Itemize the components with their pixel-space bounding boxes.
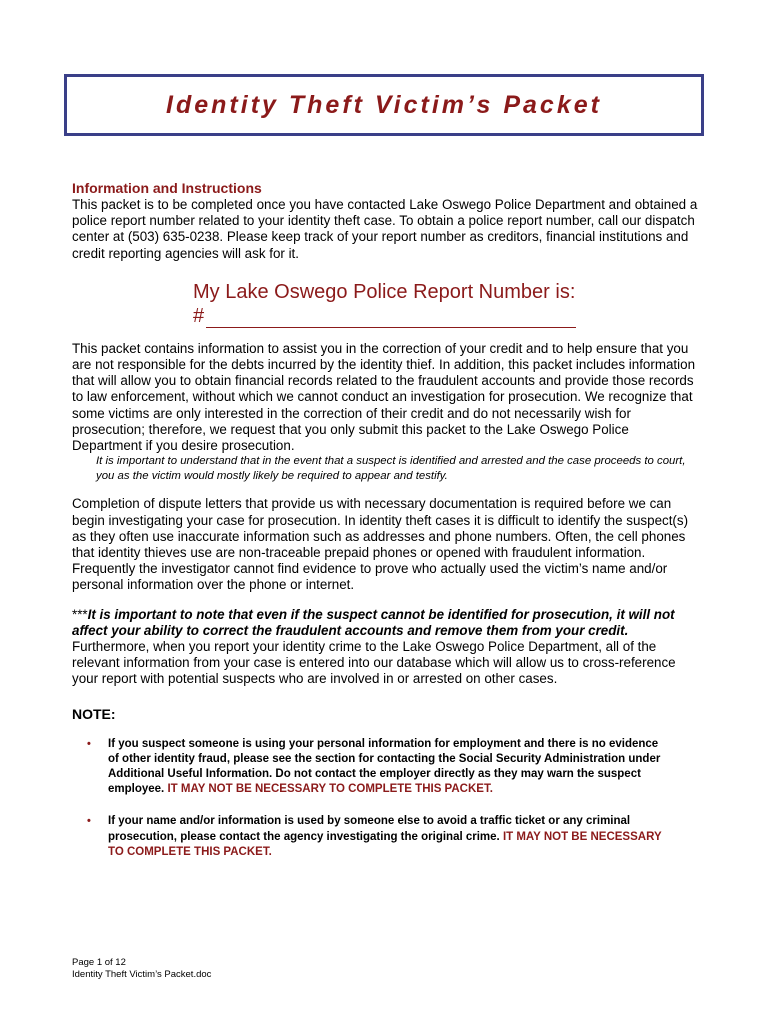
note-heading: NOTE: bbox=[72, 705, 116, 722]
document-filename: Identity Theft Victim’s Packet.doc bbox=[72, 969, 212, 980]
packet-purpose-paragraph: This packet contains information to assist you in the correction of your credit and to help ensure that you are not responsible for the debts incurred by the identity thief. In addition, this packet includes information that will allow you to obtain financial records related to the fraudulent accounts and provide those records to law enforcement, without which we cannot conduct an investigation for prosecution. We recognize that some victims are only interested in the correction of their credit and do not necessarily wish for prosecution; therefore, we request that you only submit this packet to the Lake Oswego Police Department if you desire prosecution. bbox=[72, 340, 696, 454]
report-number-blank bbox=[206, 309, 576, 328]
info-heading: Information and Instructions bbox=[72, 180, 262, 196]
report-number-block bbox=[193, 280, 702, 328]
dispute-letters-paragraph: Completion of dispute letters that provide us with necessary documentation is required before we can begin investigating your case for prosecution. In identity theft cases it is difficult to identify the suspect(s) as they often use inaccurate information such as addresses and phone numbers. Often, the cell phones that identity thieves use are non-traceable prepaid phones or opened with fraudulent information. Frequently the investigator cannot find evidence to prove who actually used the victim’s name and/or personal information over the phone or internet. bbox=[72, 496, 689, 593]
report-number-prefix: # bbox=[193, 304, 205, 327]
document-body bbox=[72, 180, 702, 877]
bullet-icon: • bbox=[87, 815, 91, 828]
note-list bbox=[84, 737, 702, 860]
page-number: Page 1 of 12 bbox=[72, 957, 126, 968]
important-note-paragraph bbox=[72, 607, 702, 688]
important-note-emphasis: It is important to note that even if the suspect cannot be identified for prosecution, it will not affect your ability to correct the fraudulent accounts and remove them from your credit. bbox=[72, 606, 675, 638]
report-number-line bbox=[193, 304, 702, 328]
note-item-text: If your name and/or information is used by someone else to avoid a traffic ticket or any criminal prosecution, please contact the agency investigating the original crime. bbox=[108, 815, 631, 843]
report-number-label: My Lake Oswego Police Report Number is: bbox=[193, 280, 576, 303]
page-footer bbox=[72, 957, 211, 981]
testify-note: It is important to understand that in the event that a suspect is identified and arrested and the case proceeds to court, you as the victim would mostly likely be required to appear and testify. bbox=[96, 455, 686, 482]
note-item-traffic bbox=[84, 814, 668, 860]
note-item-highlight: IT MAY NOT BE NECESSARY TO COMPLETE THIS PACKET. bbox=[167, 783, 493, 796]
important-note-prefix: *** bbox=[72, 606, 88, 622]
page-title: Identity Theft Victim’s Packet bbox=[166, 90, 602, 119]
note-item-text: If you suspect someone is using your personal information for employment and there is no evidence of other identity fraud, please see the section for contacting the Social Security Administration under Additional Useful Information. Do not contact the employer directly as they may warn the suspect employee. bbox=[108, 737, 661, 796]
note-item-highlight: IT MAY NOT BE NECESSARY TO COMPLETE THIS PACKET. bbox=[108, 830, 662, 858]
important-note-rest: Furthermore, when you report your identity crime to the Lake Oswego Police Department, all of the relevant information from your case is entered into our database which will allow us to cross-reference your report with potential suspects who are involved in or arrested on other cases. bbox=[72, 639, 676, 687]
title-box bbox=[64, 74, 704, 136]
info-paragraph: This packet is to be completed once you have contacted Lake Oswego Police Department and obtained a police report number related to your identity theft case. To obtain a police report number, call our dispatch center at (503) 635-0238. Please keep track of your report number as creditors, financial institutions and credit reporting agencies will ask for it. bbox=[72, 197, 698, 261]
bullet-icon: • bbox=[87, 737, 91, 750]
note-item-employment bbox=[84, 737, 668, 798]
